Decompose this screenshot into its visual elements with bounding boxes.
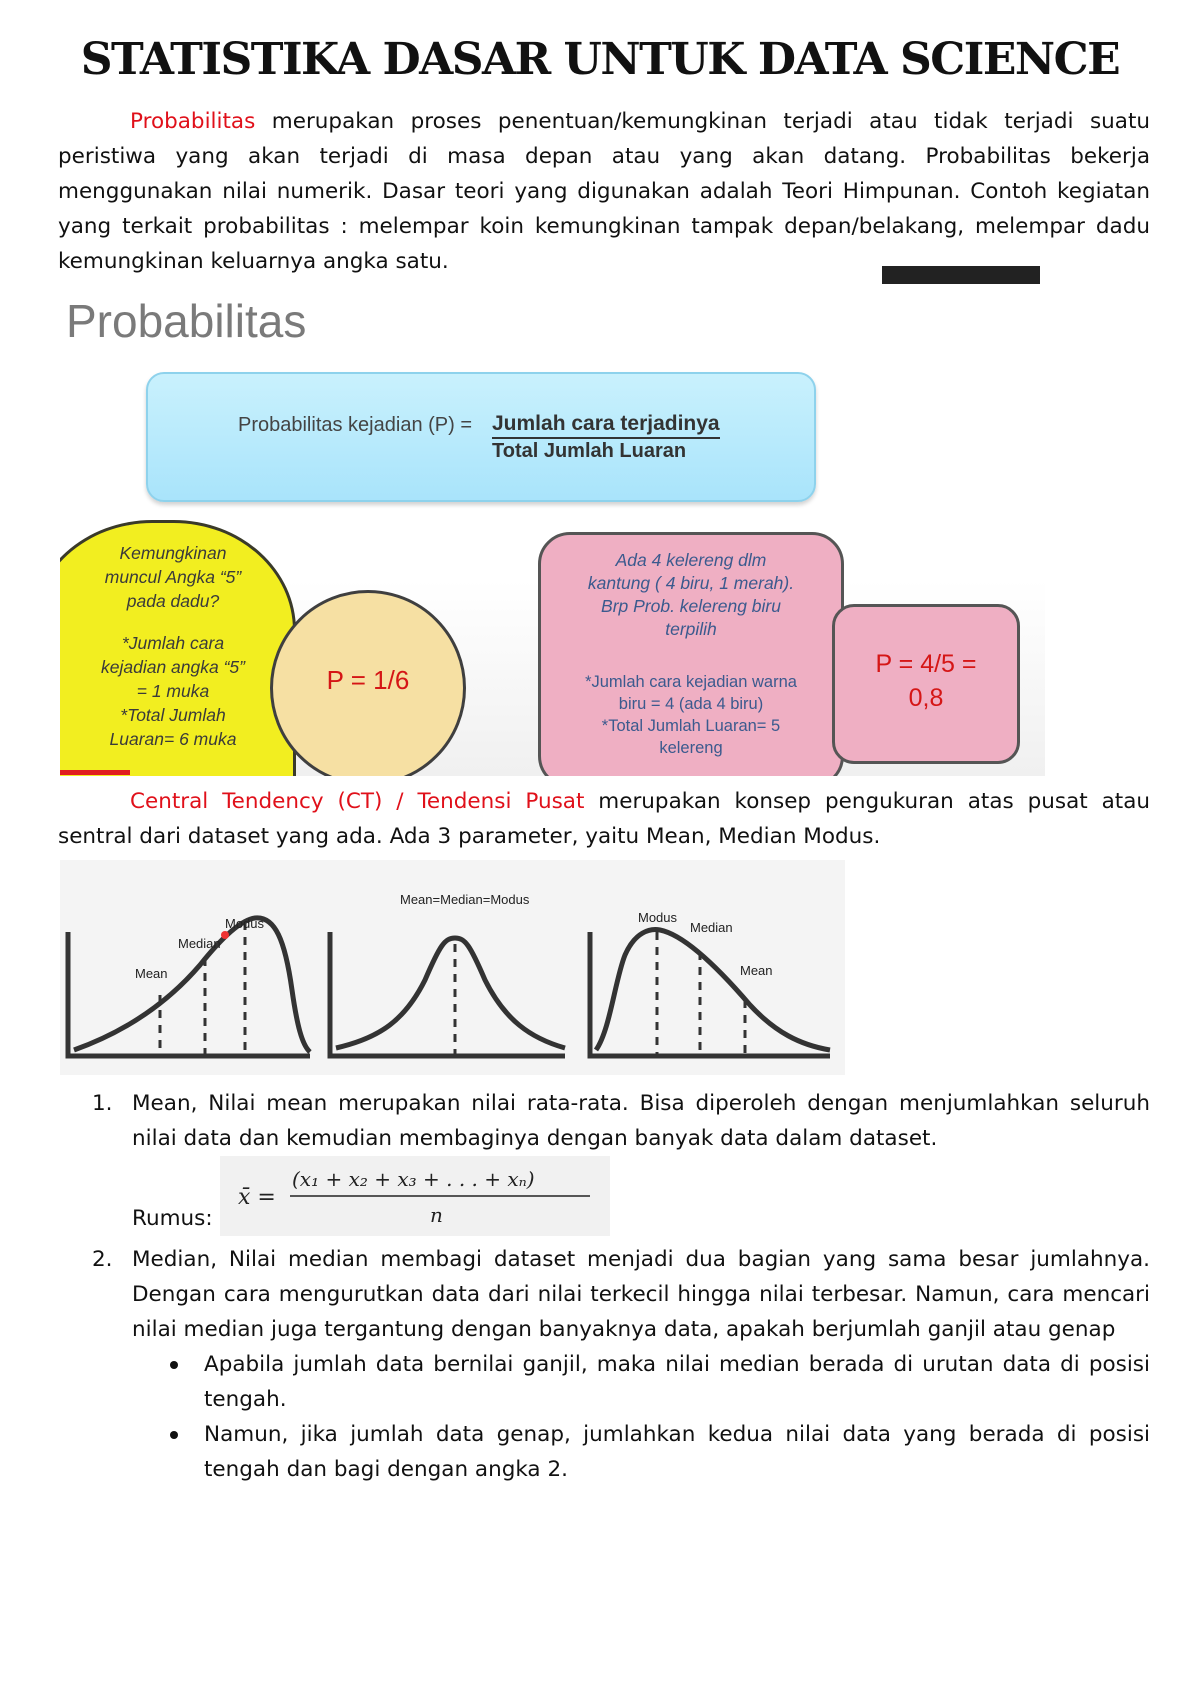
page-title: STATISTIKA DASAR UNTUK DATA SCIENCE	[80, 34, 1120, 85]
marble-example-box	[538, 532, 844, 776]
formula-num-text: (x₁ + x₂ + x₃ + . . . + xₙ)	[292, 1167, 535, 1191]
formula-lhs: x̄ =	[238, 1185, 276, 1210]
curves-svg	[60, 860, 845, 1075]
marble-result-line: 0,8	[908, 684, 944, 712]
list-number: 1.	[92, 1091, 113, 1116]
marble-question-line: Brp Prob. kelereng biru	[601, 596, 781, 616]
formula-left: Probabilitas kejadian (P) =	[238, 414, 473, 436]
marble-question	[541, 549, 841, 641]
right-skew-chart	[590, 910, 830, 1056]
median-text: Median, Nilai median membagi dataset menjadi dua bagian yang sama besar jumlahnya. Dengan cara mengurutkan data dari nilai terkecil hingga nilai terbesar. Namun, cara mencari nilai median juga tergantung dengan banyaknya data, apakah berjumlah ganjil atau genap	[132, 1247, 1150, 1342]
left-skew-chart	[68, 916, 310, 1056]
slide-title: Probabilitas	[66, 295, 307, 347]
right-curve	[596, 930, 830, 1050]
formula-den-text: n	[430, 1203, 443, 1227]
marble-note-line: *Jumlah cara kejadian warna	[585, 673, 797, 691]
intro-highlight: Probabilitas	[130, 109, 256, 134]
marble-note-line: kelereng	[659, 739, 723, 757]
formula-box	[146, 372, 816, 502]
dice-question-line: muncul Angka “5”	[104, 567, 242, 587]
mean-formula-svg	[220, 1156, 610, 1236]
marble-result-line: P = 4/5 =	[875, 650, 977, 678]
right-mean-label: Mean	[740, 963, 773, 978]
dice-result: P = 1/6	[326, 665, 410, 695]
marble-result	[835, 647, 1017, 715]
dice-example-shape	[60, 520, 296, 776]
formula-denominator: Total Jumlah Luaran	[492, 440, 687, 462]
intro-paragraph	[58, 104, 1150, 279]
left-mean-label: Mean	[135, 966, 168, 981]
left-marker	[221, 931, 229, 939]
bullet-item	[58, 1347, 1150, 1417]
bullet-dot-icon	[170, 1431, 178, 1439]
list-number: 2.	[92, 1247, 113, 1272]
dice-note-line: *Total Jumlah	[120, 705, 226, 725]
ct-highlight: Central Tendency (CT) / Tendensi Pusat	[130, 789, 585, 814]
ct-text: merupakan konsep pengukuran atas pusat atau sentral dari dataset yang ada. Ada 3 parameter, yaitu Mean, Median Modus.	[58, 789, 1150, 849]
left-median-label: Median	[178, 936, 221, 951]
center-label: Mean=Median=Modus	[400, 892, 530, 907]
marble-question-line: kantung ( 4 biru, 1 merah).	[587, 573, 795, 593]
bullet-text: Namun, jika jumlah data genap, jumlahkan kedua nilai data yang berada di posisi tengah dan bagi dengan angka 2.	[204, 1422, 1150, 1482]
center-curve	[336, 938, 565, 1048]
bullet-item	[58, 1417, 1150, 1487]
mean-text: Mean, Nilai mean merupakan nilai rata-rata. Bisa diperoleh dengan menjumlahkan seluruh nilai data dan kemudian membaginya dengan banyak data dalam dataset.	[132, 1091, 1150, 1151]
marble-result-box	[832, 604, 1020, 764]
rumus-label: Rumus:	[132, 1206, 213, 1231]
dice-question-line: pada dadu?	[126, 591, 220, 611]
distribution-curves-image	[60, 860, 845, 1075]
bullet-text: Apabila jumlah data bernilai ganjil, maka nilai median berada di urutan data di posisi tengah.	[204, 1352, 1150, 1412]
bullet-dot-icon	[170, 1361, 178, 1369]
rumus-row	[58, 1156, 1150, 1242]
marble-note-line: biru = 4 (ada 4 biru)	[618, 695, 764, 713]
dice-result-circle	[270, 590, 466, 776]
list-item	[58, 1086, 1150, 1156]
red-progress-bar	[60, 770, 130, 775]
right-modus-label: Modus	[638, 910, 678, 925]
list-item	[58, 1242, 1150, 1347]
left-modus-label: Modus	[225, 916, 265, 931]
right-median-label: Median	[690, 920, 733, 935]
video-thumbnail	[882, 266, 1040, 286]
symmetric-chart	[330, 892, 565, 1056]
formula-numerator: Jumlah cara terjadinya	[492, 412, 720, 439]
dice-note-line: = 1 muka	[136, 681, 210, 701]
mean-formula-image	[220, 1156, 610, 1236]
dice-note-line: Luaran= 6 muka	[109, 729, 237, 749]
ct-paragraph	[58, 784, 1150, 854]
dice-note-line: *Jumlah cara	[121, 633, 225, 653]
marble-question-line: terpilih	[665, 619, 717, 639]
dice-note-line: kejadian angka “5”	[101, 657, 245, 677]
probabilitas-slide	[60, 284, 1045, 776]
intro-text: merupakan proses penentuan/kemungkinan terjadi atau tidak terjadi suatu peristiwa yang akan terjadi di masa depan atau yang akan datang. Probabilitas bekerja menggunakan nilai numerik. Dasar teori yang digunakan adalah Teori Himpunan. Contoh kegiatan yang terkait probabilitas : melempar koin kemungkinan tampak depan/belakang, melempar dadu kemungkinan keluarnya angka satu.	[58, 109, 1150, 274]
marble-question-line: Ada 4 kelereng dlm	[615, 550, 767, 570]
marble-notes	[541, 671, 841, 759]
ct-list	[58, 1086, 1150, 1487]
dice-question-line: Kemungkinan	[119, 543, 227, 563]
marble-note-line: *Total Jumlah Luaran= 5	[601, 717, 781, 735]
